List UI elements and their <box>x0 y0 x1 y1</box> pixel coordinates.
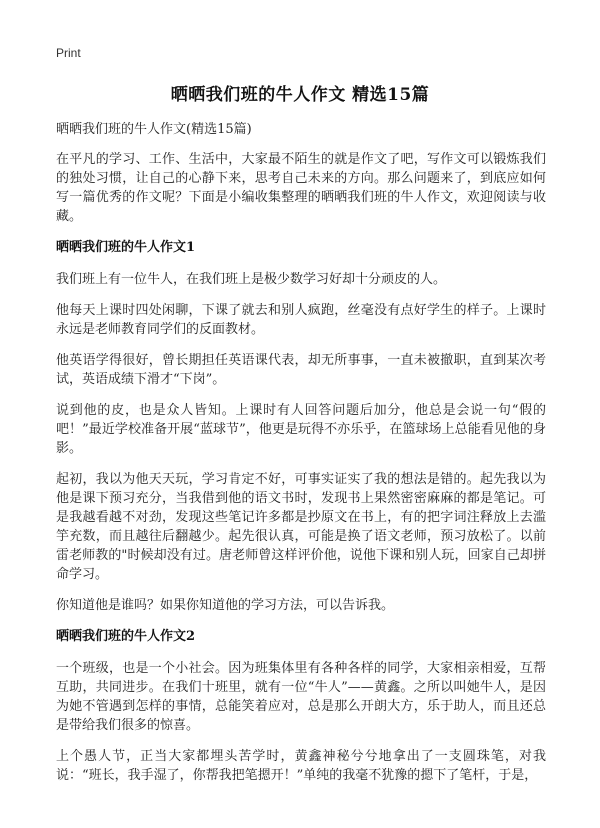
section-2-paragraph: 一个班级，也是一个小社会。因为班集体里有各种各样的同学，大家相亲相爱，互帮互助，共同进步。在我们十班里，就有一位“牛人”——黄鑫。之所以叫她牛人，是因为她不管遇到怎样的事情，总能笑着应对，总是那么开朗大方，乐于助人，而且还总是带给我们很多的惊喜。 <box>56 661 546 733</box>
section-heading-1: 晒晒我们班的牛人作文1 <box>56 240 196 255</box>
page-title: 晒晒我们班的牛人作文 精选15篇 <box>170 85 430 105</box>
article-subtitle: 晒晒我们班的牛人作文(精选15篇) <box>56 122 252 137</box>
section-1-paragraph: 你知道他是谁吗？如果你知道他的学习方法，可以告诉我。 <box>56 598 395 613</box>
section-1-paragraph: 他每天上课时四处闲聊，下课了就去和别人疯跑，丝毫没有点好学生的样子。上课时永远是老师教育同学们的反面教材。 <box>56 303 546 337</box>
print-link[interactable]: Print <box>56 46 81 60</box>
section-1-paragraph: 起初，我以为他天天玩，学习肯定不好，可事实证实了我的想法是错的。起先我以为他是课下预习充分，当我借到他的语文书时，发现书上果然密密麻麻的都是笔记。可是我越看越不对劲，发现这些笔记许多都是抄原文在书上，有的把字词注释放上去滥竽充数，而且越往后翻越少。起先很认真，可能是换了语文老师，预习放松了。以前雷老师教的"时候却没有过。唐老师曾这样评价他，说他下课和别人玩，回家自己却拼命学习。 <box>56 472 546 582</box>
section-2-paragraph: 上个愚人节，正当大家都埋头苦学时，黄鑫神秘兮兮地拿出了一支圆珠笔，对我说：“班长，我手湿了，你帮我把笔摁开！”单纯的我毫不犹豫的摁下了笔杆，于是， <box>56 749 546 783</box>
section-heading-2: 晒晒我们班的牛人作文2 <box>56 629 196 644</box>
section-1-paragraph: 他英语学得很好，曾长期担任英语课代表，却无所事事，一直未被撤职，直到某次考试，英语成绩下滑才“下岗”。 <box>56 353 546 387</box>
intro-paragraph: 在平凡的学习、工作、生活中，大家最不陌生的就是作文了吧，写作文可以锻炼我们的独处习惯，让自己的心静下来，思考自己未来的方向。那么问题来了，到底应如何写一篇优秀的作文呢？下面是小编收集整理的晒晒我们班的牛人作文，欢迎阅读与收藏。 <box>56 152 546 224</box>
article-body <box>56 120 546 797</box>
section-1-paragraph: 说到他的皮，也是众人皆知。上课时有人回答问题后加分，他总是会说一句“假的吧！”最近学校准备开展“蓝球节”，他更是玩得不亦乐乎，在篮球场上总能看见他的身影。 <box>56 403 546 456</box>
section-1-paragraph: 我们班上有一位牛人，在我们班上是极少数学习好却十分顽皮的人。 <box>56 272 447 287</box>
